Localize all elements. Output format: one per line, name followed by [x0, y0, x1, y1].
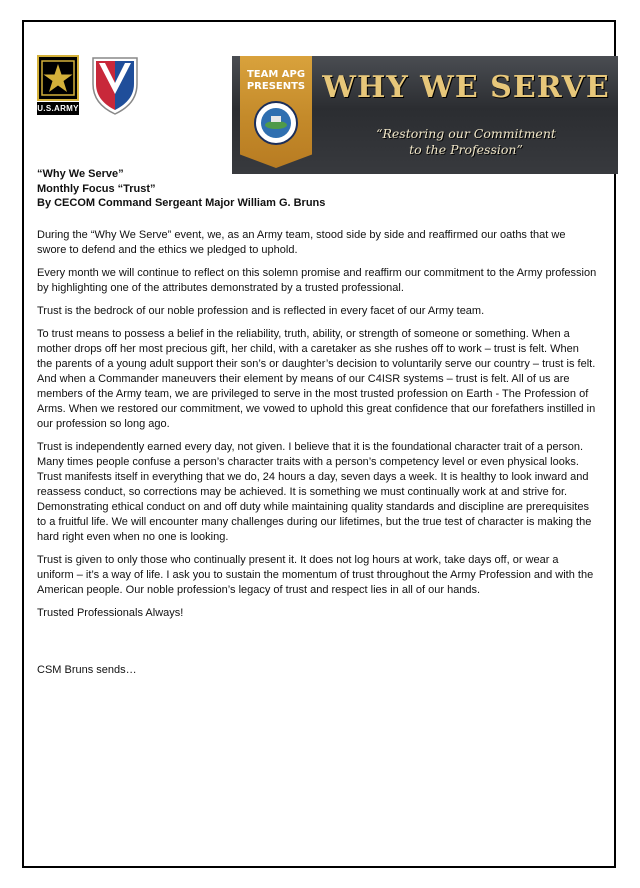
apg-seal-icon	[253, 100, 299, 146]
paragraph: Trust is given to only those who continually present it. It does not log hours at work, take days off, or wear a uniform – it’s a way of life. I ask you to sustain the momentum of trust throughout the Army Profession and with the American people. Our noble profession’s legacy of trust and respect lies in all of our hands.	[37, 554, 594, 596]
article-heading	[37, 167, 325, 211]
heading-title: “Why We Serve”	[37, 168, 124, 180]
army-label: U.S.ARMY	[37, 104, 79, 113]
army-star-emblem	[37, 55, 79, 101]
closing-signature: CSM Bruns sends…	[37, 664, 137, 676]
banner-title: WHY WE SERVE	[322, 70, 610, 105]
paragraph: Every month we will continue to reflect on this solemn promise and reaffirm our commitment to the Army profession by highlighting one of the attributes demonstrated by a trusted professional.	[37, 267, 597, 294]
paragraph-signoff: Trusted Professionals Always!	[37, 607, 184, 619]
heading-byline: By CECOM Command Sergeant Major William G. Bruns	[37, 197, 326, 209]
banner-team: TEAM APG	[246, 69, 306, 80]
banner-presents: PRESENTS	[246, 81, 306, 92]
banner-subtitle-line1: “Restoring our Commitment	[376, 126, 556, 141]
banner-team-text	[240, 69, 312, 93]
command-shield-icon	[90, 54, 140, 116]
paragraph: Trust is the bedrock of our noble profession and is reflected in every facet of our Army team.	[37, 305, 485, 317]
heading-focus: Monthly Focus “Trust”	[37, 182, 156, 195]
why-we-serve-banner	[232, 56, 618, 174]
us-army-logo	[37, 55, 79, 115]
paragraph: During the “Why We Serve” event, we, as an Army team, stood side by side and reaffirmed our oaths that we swore to defend and the ethics we pledged to uphold.	[37, 229, 566, 256]
paragraph: Trust is independently earned every day, not given. I believe that it is the foundational character trait of a person. Many times people confuse a person’s character traits with a person’s competency level or even physical looks. Trust manifests itself in everything that we do, 24 hours a day, seven days a week. It is healthy to look inward and reassess conduct, so corrections may be achieved. It is something we must continually work at and strive for. Demonstrating ethical conduct on and off duty while maintaining quality standards and discipline are prerequisites to a fruitful life. We will encounter many challenges during our lifetimes, but the true test of character is making the hard right even when no one is looking.	[37, 441, 592, 543]
banner-subtitle	[320, 126, 612, 158]
banner-subtitle-line2: to the Profession”	[409, 142, 523, 157]
paragraph: To trust means to possess a belief in the reliability, truth, ability, or strength of someone or something. When a mother drops off her most precious gift, her child, with a caretaker as she rushes off to work – trust is felt. When the parents of a young adult support their son’s or daughter’s decision to voluntarily serve our country – trust is felt. And when a Commander maneuvers their element by means of our C4ISR systems – trust is felt. All of us are members of the Army team, we are privileged to serve in the most trusted profession on Earth - The Profession of Arms. When we restored our commitment, we vowed to uphold this great confidence that our forefathers instilled in our profession so long ago.	[37, 328, 596, 430]
article-body	[37, 228, 597, 686]
